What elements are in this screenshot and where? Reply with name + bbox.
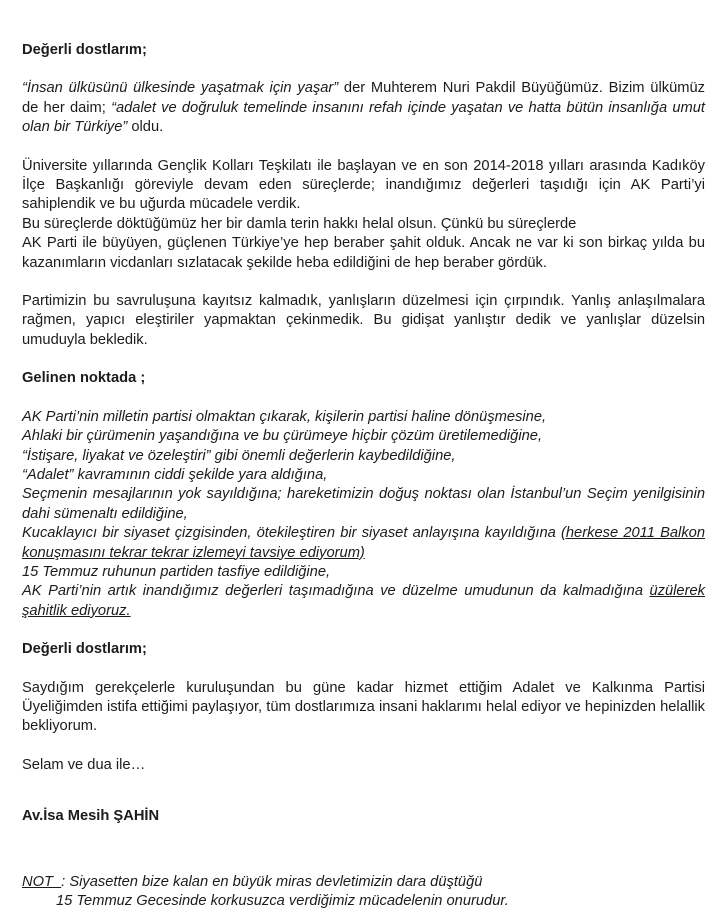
text-run: “Adalet” kavramının ciddi şekilde yara aldığına, bbox=[22, 466, 328, 483]
text-run: AK Parti’nin milletin partisi olmaktan çıkarak, kişilerin partisi haline dönüşmesine, bbox=[22, 408, 547, 425]
text-run: Selam ve dua ile… bbox=[22, 756, 146, 773]
text-run: Seçmenin mesajlarının yok sayıldığına; hareketimizin doğuş noktası olan İstanbul’un Seçim yenilgisinin dahi sümenaltı edildiğine, bbox=[22, 486, 705, 522]
text-run: Kucaklayıcı bir siyaset çizgisinden, ötekileştiren bir siyaset anlayışına kayıldığına bbox=[22, 525, 561, 542]
block-greeting-2 bbox=[22, 640, 705, 659]
block-note bbox=[22, 873, 705, 911]
text-run: Değerli dostlarım; bbox=[22, 42, 147, 58]
text-run: der Muhterem Nuri Pakdil Büyüğümüz. Bizim ülkümüz de her daim; bbox=[22, 80, 705, 116]
document-body bbox=[22, 41, 705, 911]
text-run: Ahlaki bir çürümenin yaşandığına ve bu çürümeye hiçbir çözüm üretilemediğine, bbox=[22, 428, 543, 445]
block-resignation-paragraph bbox=[22, 679, 705, 737]
text-run: “İstişare, liyakat ve özeleştiri” gibi önemli değerlerin kaybedildiğine, bbox=[22, 447, 456, 464]
text-run: : Siyasetten bize kalan en büyük miras devletimizin dara düştüğü bbox=[61, 873, 483, 890]
text-run: üzülerek şahitlik ediyoruz. bbox=[22, 583, 705, 619]
text-run: Partimizin bu savruluşuna kayıtsız kalmadık, yanlışların düzelmesi için çırpındık. Yanlış anlaşılmalara rağmen, yapıcı eleştiriler yapmaktan çekinmedik. Bu gidişat yanlıştır dedik ve yanlışlar düzelsin umuduyla bekledik. bbox=[22, 293, 705, 348]
text-run: 15 Temmuz ruhunun partiden tasfiye edildiğine, bbox=[22, 563, 331, 580]
block-signature bbox=[22, 807, 705, 826]
text-run: oldu. bbox=[127, 119, 164, 136]
text-run: NOT bbox=[22, 873, 62, 890]
text-run: AK Parti’nin artık inandığımız değerleri taşımadığına ve düzelme umudunun da kalmadığına bbox=[22, 583, 650, 600]
text-run: Gelinen noktada ; bbox=[22, 370, 146, 387]
text-run: “adalet ve doğruluk temelinde insanını refah içinde yaşatan ve hatta bütün insanlığa umut olan bir Türkiye” bbox=[22, 99, 705, 136]
text-run: Av.İsa Mesih ŞAHİN bbox=[22, 808, 160, 825]
block-intro-paragraph bbox=[22, 79, 705, 137]
text-run: Değerli dostlarım; bbox=[22, 641, 147, 658]
block-criticism-paragraph bbox=[22, 292, 705, 350]
block-reasons-list bbox=[22, 408, 705, 621]
block-farewell bbox=[22, 756, 705, 775]
block-section-heading bbox=[22, 369, 705, 388]
text-run: “İnsan ülküsünü ülkesinde yaşatmak için yaşar” bbox=[22, 80, 339, 97]
block-career-paragraph bbox=[22, 157, 705, 273]
text-run: Bu süreçlerde döktüğümüz her bir damla terin hakkı helal olsun. Çünkü bu süreçlerde bbox=[22, 215, 577, 232]
block-greeting-1 bbox=[22, 41, 705, 60]
text-run: Üniversite yıllarında Gençlik Kolları Teşkilatı ile başlayan ve en son 2014-2018 yılları arasında Kadıköy İlçe Başkanlığı göreviyle devam eden süreçlerde; inandığımız değerleri taşıdığı için AK Parti’yi sahiplendik ve bu uğurda mücadele verdik. bbox=[22, 157, 705, 213]
text-run: AK Parti ile büyüyen, güçlenen Türkiye’ye hep beraber şahit olduk. Ancak ne var ki son birkaç yılda bu kazanımların vicdanları sızlatacak şekilde heba edildiğini de hep beraber gördük. bbox=[22, 235, 705, 271]
text-run: Saydığım gerekçelerle kuruluşundan bu güne kadar hizmet ettiğim Adalet ve Kalkınma Partisi Üyeliğimden istifa ettiğimi paylaşıyor, tüm dostlarımıza insani haklarımı helal ediyor ve hepinizden helallik bekliyorum. bbox=[22, 679, 705, 735]
text-run: 15 Temmuz Gecesinde korkusuzca verdiğimiz mücadelenin onurudur. bbox=[56, 893, 509, 909]
text-run: (herkese 2011 Balkon konuşmasını tekrar tekrar izlemeyi tavsiye ediyorum) bbox=[22, 525, 705, 561]
